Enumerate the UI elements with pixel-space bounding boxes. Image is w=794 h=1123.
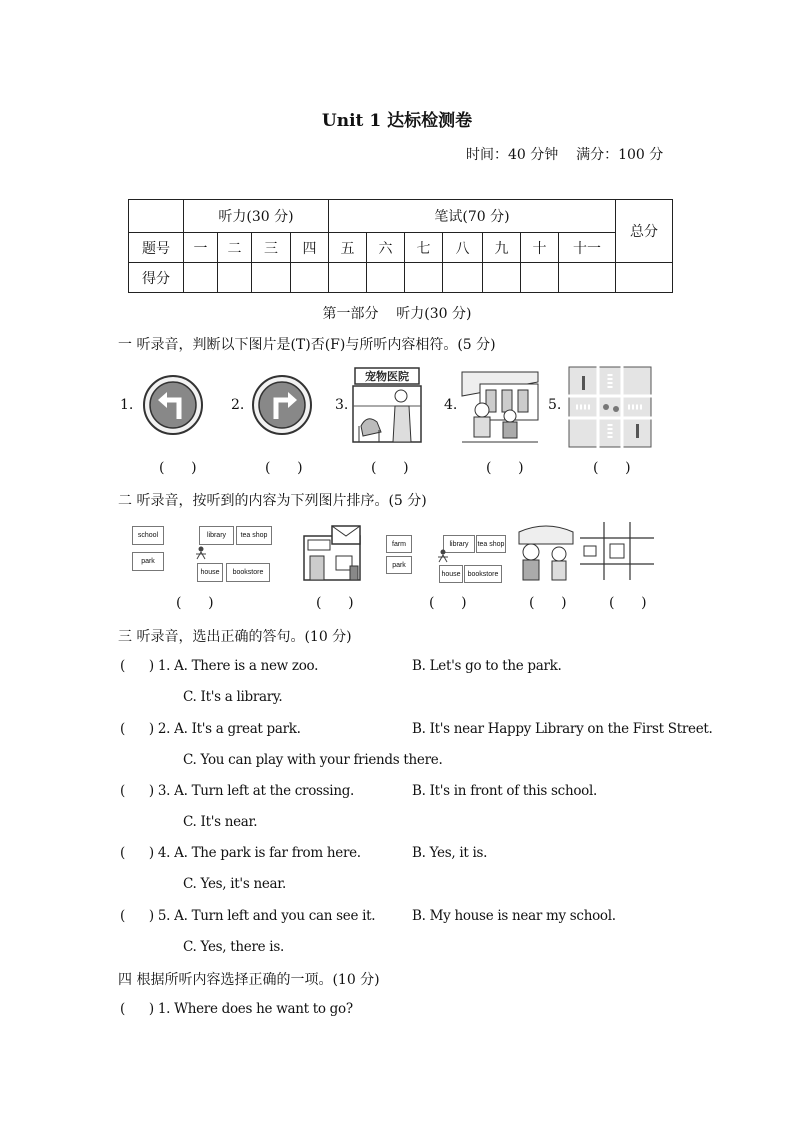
post-office-image (300, 524, 364, 582)
pet-hospital-image (351, 366, 423, 444)
score-cell (218, 263, 252, 293)
col-3: 三 (252, 233, 291, 263)
turn-right-sign-image (251, 374, 313, 436)
crossroad-image (568, 366, 652, 448)
street-map-image (580, 522, 654, 580)
hospital-sign-text: 宠物医院 (365, 370, 409, 383)
score-cell (443, 263, 483, 293)
score-cell (405, 263, 443, 293)
q4-option-b: B. Yes, it is. (412, 845, 488, 861)
word-card: library (199, 526, 234, 545)
word-card: bookstore (226, 563, 270, 582)
score-cell (483, 263, 521, 293)
writing-header: 笔试(70 分) (329, 200, 616, 233)
q1-option-a: ( ) 1. A. There is a new zoo. (120, 658, 319, 674)
word-card: park (132, 552, 164, 571)
time-score-info: 时间：40 分钟 满分：100 分 (466, 147, 664, 163)
q5-option-a: ( ) 5. A. Turn left and you can see it. (120, 908, 376, 924)
turn-left-sign-image (142, 374, 204, 436)
col-5: 五 (329, 233, 367, 263)
word-card: school (132, 526, 164, 545)
answer-blank[interactable]: ( ) (265, 460, 303, 476)
answer-blank[interactable]: ( ) (429, 595, 467, 611)
listening-header: 听力(30 分) (184, 200, 329, 233)
section2-heading: 二 听录音，按听到的内容为下列图片排序。(5 分) (118, 493, 427, 509)
item-label-5: 5. (548, 397, 562, 413)
col-7: 七 (405, 233, 443, 263)
score-table-corner (129, 200, 184, 233)
street-children-image (460, 366, 540, 446)
word-card: bookstore (464, 565, 502, 583)
q3-option-b: B. It's in front of this school. (412, 783, 598, 799)
q4-option-a: ( ) 4. A. The park is far from here. (120, 845, 361, 861)
score-cell (367, 263, 405, 293)
answer-blank[interactable]: ( ) (176, 595, 214, 611)
score-cell (616, 263, 673, 293)
score-cell (291, 263, 329, 293)
word-card: house (439, 565, 463, 583)
part1-heading: 第一部分 听力(30 分) (322, 306, 472, 322)
score-cell (252, 263, 291, 293)
col-10: 十 (521, 233, 559, 263)
score-cell (521, 263, 559, 293)
col-11: 十一 (559, 233, 616, 263)
person-icon (436, 549, 450, 563)
item-label-3: 3. (335, 397, 349, 413)
q2-option-c: C. You can play with your friends there. (183, 752, 443, 768)
answer-blank[interactable]: ( ) (529, 595, 567, 611)
col-2: 二 (218, 233, 252, 263)
word-card: tea shop (476, 535, 506, 553)
word-card: house (197, 563, 223, 582)
score-cell (559, 263, 616, 293)
row-label-score: 得分 (129, 263, 184, 293)
word-card: park (386, 556, 412, 574)
sec4-q1: ( ) 1. Where does he want to go? (120, 1001, 353, 1017)
answer-blank[interactable]: ( ) (371, 460, 409, 476)
col-9: 九 (483, 233, 521, 263)
item-label-1: 1. (120, 397, 134, 413)
children-at-school-image (517, 520, 575, 582)
item-label-2: 2. (231, 397, 245, 413)
section3-heading: 三 听录音，选出正确的答句。(10 分) (118, 629, 352, 645)
answer-blank[interactable]: ( ) (593, 460, 631, 476)
answer-blank[interactable]: ( ) (609, 595, 647, 611)
answer-blank[interactable]: ( ) (159, 460, 197, 476)
page-title: Unit 1 达标检测卷 (321, 111, 473, 131)
q5-option-b: B. My house is near my school. (412, 908, 616, 924)
col-8: 八 (443, 233, 483, 263)
word-card: farm (386, 535, 412, 553)
total-header: 总分 (616, 200, 673, 263)
q3-option-a: ( ) 3. A. Turn left at the crossing. (120, 783, 355, 799)
item-label-4: 4. (444, 397, 458, 413)
col-1: 一 (184, 233, 218, 263)
score-table (128, 199, 673, 293)
score-cell (184, 263, 218, 293)
section1-heading: 一 听录音，判断以下图片是(T)否(F)与所听内容相符。(5 分) (118, 337, 496, 353)
q1-option-b: B. Let's go to the park. (412, 658, 562, 674)
section4-heading: 四 根据所听内容选择正确的一项。(10 分) (118, 972, 380, 988)
q3-option-c: C. It's near. (183, 814, 258, 830)
answer-blank[interactable]: ( ) (316, 595, 354, 611)
col-4: 四 (291, 233, 329, 263)
q2-option-a: ( ) 2. A. It's a great park. (120, 721, 301, 737)
word-card: tea shop (236, 526, 272, 545)
row-label-question: 题号 (129, 233, 184, 263)
q1-option-c: C. It's a library. (183, 689, 283, 705)
q5-option-c: C. Yes, there is. (183, 939, 284, 955)
answer-blank[interactable]: ( ) (486, 460, 524, 476)
score-cell (329, 263, 367, 293)
q2-option-b: B. It's near Happy Library on the First Street. (412, 721, 713, 737)
q4-option-c: C. Yes, it's near. (183, 876, 286, 892)
person-icon (194, 546, 208, 560)
word-card: library (443, 535, 475, 553)
col-6: 六 (367, 233, 405, 263)
